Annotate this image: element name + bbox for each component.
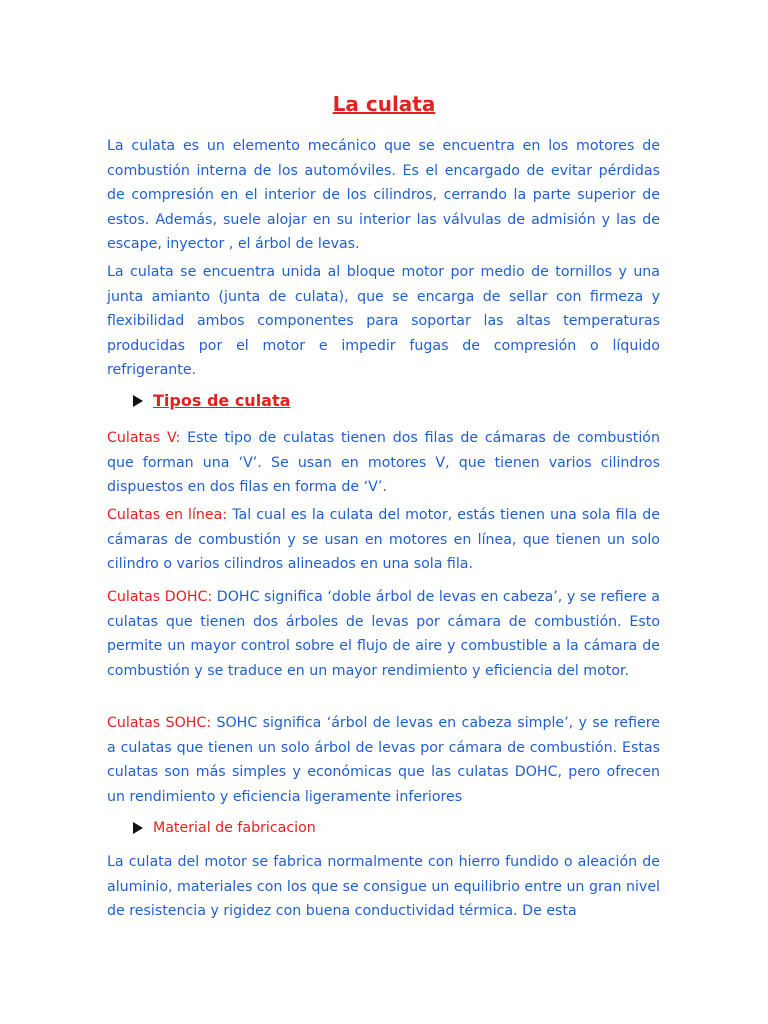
type-label-dohc: Culatas DOHC: <box>107 589 213 605</box>
section-heading-material-label: Material de fabricacion <box>153 820 316 836</box>
intro-paragraph-2: La culata se encuentra unida al bloque motor por medio de tornillos y una junta amianto (junta de culata), que se encarga de sellar con firmeza y flexibilidad ambos componentes para soportar las altas temperaturas producidas por el motor e impedir fugas de compresión o líquido refrigerante. <box>107 264 660 378</box>
type-paragraph-dohc <box>107 585 660 683</box>
type-label-linea: Culatas en línea: <box>107 507 228 523</box>
type-paragraph-sohc <box>107 711 660 809</box>
type-text-linea: Tal cual es la culata del motor, estás tienen una sola fila de cámaras de combustión y se usan en motores en línea, que tienen un solo cilindro o varios cilindros alineados en una sola fila. <box>107 507 660 572</box>
page-title: La culata <box>332 92 436 116</box>
type-paragraph-linea <box>107 503 660 577</box>
type-text-v: Este tipo de culatas tienen dos filas de cámaras de combustión que forman una ‘V’. Se usan en motores V, que tienen varios cilindros dispuestos en dos filas en forma de ‘V’. <box>107 430 660 495</box>
type-text-dohc: DOHC significa ‘doble árbol de levas en cabeza’, y se refiere a culatas que tienen dos árboles de levas por cámara de combustión. Esto permite un mayor control sobre el flujo de aire y combustible a la cámara de combustión y se traduce en un mayor rendimiento y eficiencia del motor. <box>107 589 660 679</box>
intro-paragraph-1: La culata es un elemento mecánico que se encuentra en los motores de combustión interna de los automóviles. Es el encargado de evitar pérdidas de compresión en el interior de los cilindros, cerrando la parte superior de estos. Además, suele alojar en su interior las válvulas de admisión y las de escape, inyector , el árbol de levas. <box>107 138 660 252</box>
section-heading-tipos <box>133 391 290 410</box>
material-paragraph: La culata del motor se fabrica normalmente con hierro fundido o aleación de aluminio, materiales con los que se consigue un equilibrio entre un gran nivel de resistencia y rigidez con buena conductividad térmica. De esta <box>107 854 660 919</box>
section-heading-tipos-label: Tipos de culata <box>153 391 291 410</box>
section-heading-material <box>133 820 316 836</box>
arrow-bullet-icon <box>133 822 143 834</box>
type-text-sohc: SOHC significa ‘árbol de levas en cabeza simple’, y se refiere a culatas que tienen un solo árbol de levas por cámara de combustión. Estas culatas son más simples y económicas que las culatas DOHC, pero ofrecen un rendimiento y eficiencia ligeramente inferiores <box>107 715 660 805</box>
arrow-bullet-icon <box>133 395 143 407</box>
type-label-v: Culatas V: <box>107 430 181 446</box>
type-paragraph-v <box>107 426 660 500</box>
type-label-sohc: Culatas SOHC: <box>107 715 212 731</box>
